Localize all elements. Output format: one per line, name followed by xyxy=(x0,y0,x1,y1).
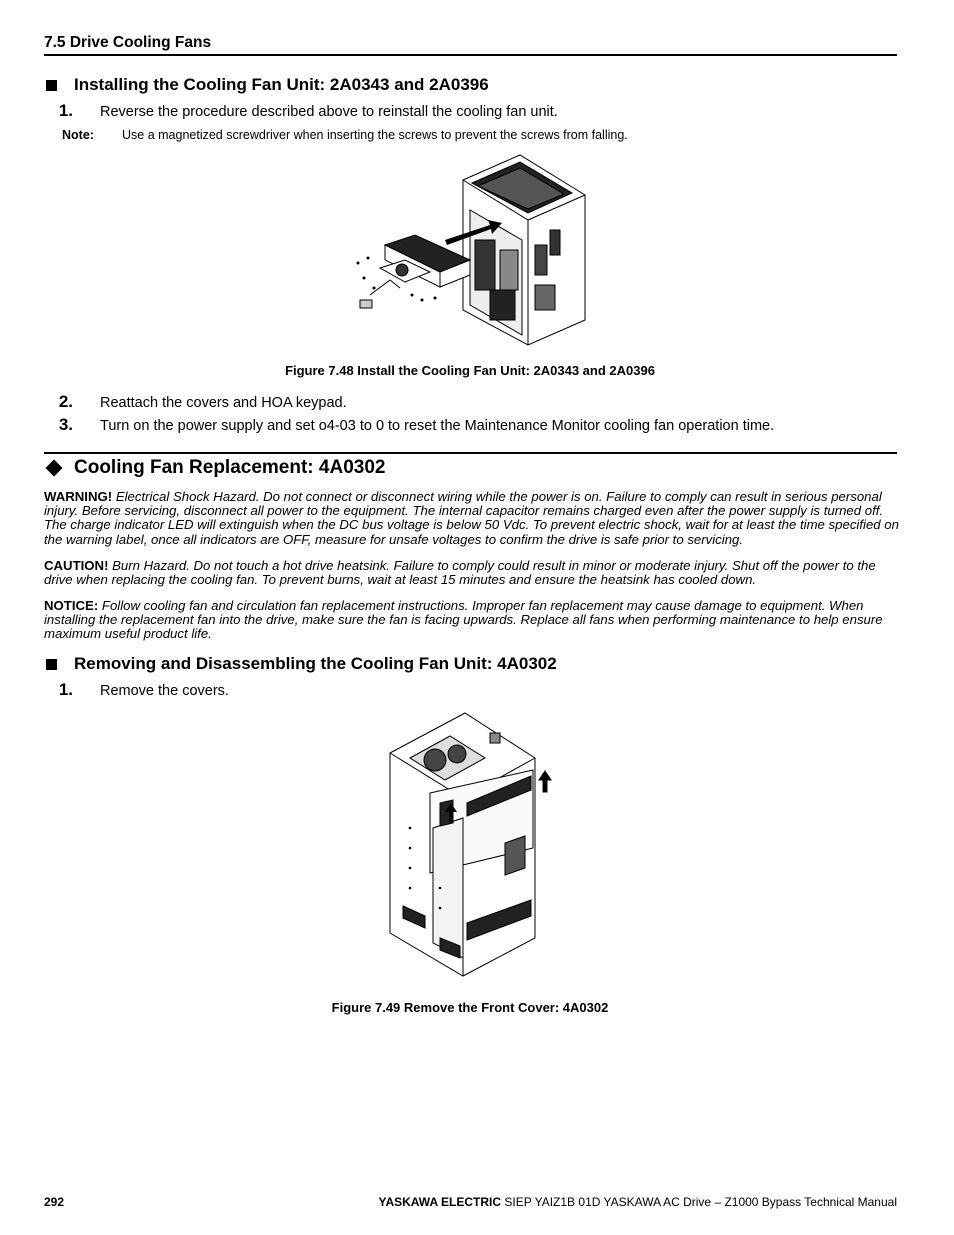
warning-text: Electrical Shock Hazard. Do not connect or disconnect wiring while the power is on. Failure to comply can result in serious personal injury. Before servicing, disconnect all power to the equipment. The internal capacitor remains charged even after the power supply is turned off. The charge indicator LED will extinguish when the DC bus voltage is below 50 Vdc. To prevent electric shock, wait for at least the time specified on the warning label, once all indicators are OFF, measure for unsafe voltages to confirm the drive is safe prior to servicing. xyxy=(44,489,899,547)
square-bullet-icon xyxy=(46,80,57,91)
section-rule xyxy=(44,452,897,454)
warning-label: WARNING! xyxy=(44,489,113,504)
step-text: Turn on the power supply and set o4-03 to 0 to reset the Maintenance Monitor cooling fan operation time. xyxy=(100,418,775,434)
install-note xyxy=(44,128,628,142)
figure-7-49-illustration xyxy=(385,708,560,978)
figure-7-48-caption: Figure 7.48 Install the Cooling Fan Unit: 2A0343 and 2A0396 xyxy=(285,363,655,378)
step-number: 2. xyxy=(58,392,73,411)
notice-label: NOTICE: xyxy=(44,598,99,613)
figure-7-48-illustration xyxy=(350,150,600,350)
square-bullet-icon xyxy=(46,659,57,670)
notice-paragraph xyxy=(44,599,899,642)
notice-text: Follow cooling fan and circulation fan replacement instructions. Improper fan replacement may cause damage to equipment. When installing the replacement fan into the drive, make sure the fan is facing upwards. Replace all fans when performing maintenance to help ensure maximum useful product life. xyxy=(44,598,883,642)
removing-heading-text: Removing and Disassembling the Cooling Fan Unit: 4A0302 xyxy=(74,654,557,673)
footer-brand: YASKAWA ELECTRIC xyxy=(378,1195,502,1209)
step-text: Reattach the covers and HOA keypad. xyxy=(100,395,347,411)
page-number: 292 xyxy=(44,1195,65,1209)
note-label: Note: xyxy=(62,128,94,142)
install-heading-text: Installing the Cooling Fan Unit: 2A0343 and 2A0396 xyxy=(74,75,489,94)
footer-title xyxy=(379,1195,897,1209)
install-heading xyxy=(44,75,489,95)
note-text: Use a magnetized screwdriver when inserting the screws to prevent the screws from falling. xyxy=(122,128,628,142)
removing-step-1 xyxy=(44,680,229,700)
step-number: 1. xyxy=(58,101,73,120)
install-step-3 xyxy=(44,415,774,435)
header-rule xyxy=(44,54,897,56)
section-header: 7.5 Drive Cooling Fans xyxy=(44,34,212,51)
step-text: Remove the covers. xyxy=(100,683,229,699)
caution-text: Burn Hazard. Do not touch a hot drive heatsink. Failure to comply could result in minor or moderate injury. Shut off the power to the drive when replacing the cooling fan. To prevent burns, wait at least 15 minutes and ensure the heatsink has cooled down. xyxy=(44,558,876,588)
replacement-heading-text: Cooling Fan Replacement: 4A0302 xyxy=(74,457,386,478)
figure-7-49-caption: Figure 7.49 Remove the Front Cover: 4A0302 xyxy=(331,1000,609,1015)
footer-manual: SIEP YAIZ1B 01D YASKAWA AC Drive – Z1000 Bypass Technical Manual xyxy=(501,1195,897,1209)
caution-paragraph xyxy=(44,559,899,587)
caution-label: CAUTION! xyxy=(44,558,109,573)
step-number: 3. xyxy=(58,415,73,434)
step-text: Reverse the procedure described above to reinstall the cooling fan unit. xyxy=(100,104,558,120)
install-step-1 xyxy=(44,101,558,121)
removing-heading xyxy=(44,654,557,674)
install-step-2 xyxy=(44,392,347,412)
replacement-heading xyxy=(44,457,385,479)
warning-paragraph xyxy=(44,490,899,547)
diamond-bullet-icon xyxy=(46,460,63,477)
step-number: 1. xyxy=(58,680,73,699)
